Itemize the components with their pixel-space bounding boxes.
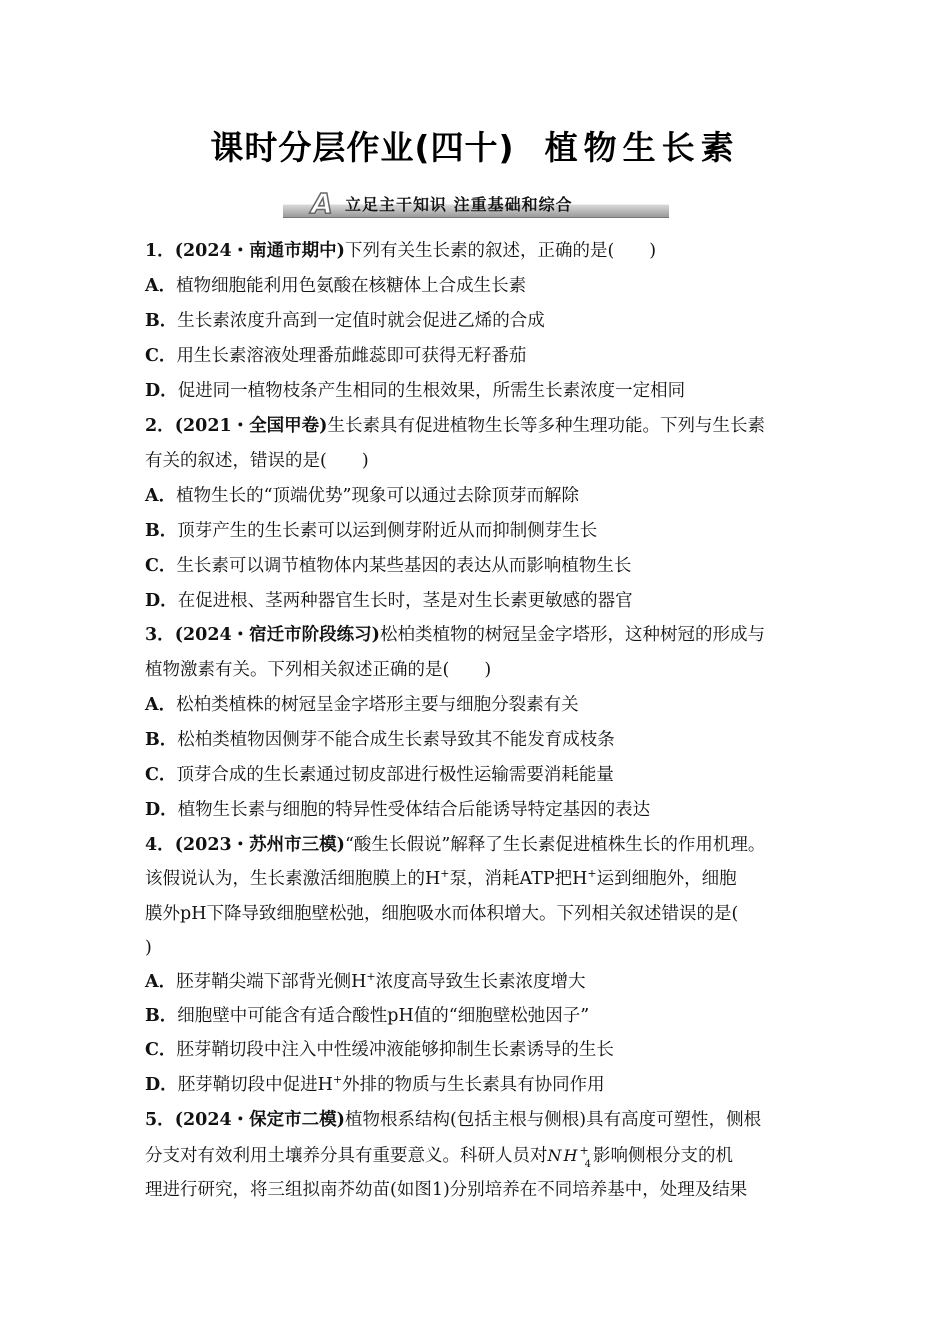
option-text: 生长素浓度升高到一定值时就会促进乙烯的合成 <box>177 311 545 331</box>
question-3 <box>145 618 825 653</box>
option-label: C． <box>145 346 177 366</box>
option-label: A． <box>145 695 177 715</box>
question-5 <box>145 1103 825 1138</box>
question-stem: 理进行研究，将三组拟南芥幼苗(如图1)分别培养在不同培养基中，处理及结果 <box>145 1180 748 1200</box>
q4-option-a <box>145 965 586 1000</box>
question-source: (2024・南通市期中) <box>174 241 345 261</box>
superscript-plus: + <box>332 1073 343 1086</box>
option-text: 浓度高导致生长素浓度增大 <box>375 972 586 992</box>
question-5-line-2 <box>145 1138 825 1176</box>
question-5-line-3 <box>145 1173 825 1208</box>
question-stem: ) <box>145 938 152 958</box>
page-title <box>0 122 950 169</box>
option-text: 在促进根、茎两种器官生长时，茎是对生长素更敏感的器官 <box>177 591 633 611</box>
option-text: 促进同一植物枝条产生相同的生根效果，所需生长素浓度一定相同 <box>177 381 686 401</box>
question-2-line-2 <box>145 444 825 479</box>
superscript-plus: + <box>366 970 376 983</box>
question-stem: 下列有关生长素的叙述，正确的是( ) <box>344 241 657 261</box>
q4-option-b <box>145 999 589 1034</box>
formula-subscript: 4 <box>584 1159 594 1170</box>
question-stem: 运到细胞外，细胞 <box>596 869 737 889</box>
question-3-line-2 <box>145 653 825 688</box>
question-4-line-3 <box>145 897 825 932</box>
option-label: D． <box>145 1075 178 1095</box>
question-stem: 分支对有效利用土壤养分具有重要意义。科研人员对 <box>145 1146 548 1166</box>
question-number: 3． <box>145 625 175 645</box>
superscript-plus: + <box>440 867 450 880</box>
option-label: C． <box>145 556 177 576</box>
question-stem: 膜外pH下降导致细胞壁松弛，细胞吸水而体积增大。下列相关叙述错误的是( <box>145 904 739 924</box>
formula-nh: NH <box>547 1146 580 1165</box>
q1-option-b <box>145 304 545 339</box>
question-source: (2021・全国甲卷) <box>174 416 328 436</box>
q3-option-b <box>145 723 615 758</box>
question-stem: “酸生长假说”解释了生长素促进植株生长的作用机理。 <box>344 835 766 855</box>
option-label: C． <box>145 1040 177 1060</box>
q2-option-d <box>145 584 633 619</box>
q3-option-d <box>145 793 650 828</box>
option-label: A． <box>145 972 177 992</box>
option-label: D． <box>145 381 178 401</box>
option-text: 用生长素溶液处理番茄雌蕊即可获得无籽番茄 <box>176 346 527 366</box>
question-1 <box>145 234 825 269</box>
question-number: 5． <box>145 1110 175 1130</box>
q4-option-d <box>145 1068 605 1103</box>
option-label: C． <box>145 765 177 785</box>
q4-option-c <box>145 1033 614 1068</box>
option-text: 细胞壁中可能含有适合酸性pH值的“细胞壁松弛因子” <box>177 1006 590 1026</box>
option-label: B． <box>145 730 178 750</box>
question-stem: 该假说认为，生长素激活细胞膜上的H <box>145 869 441 889</box>
option-text: 顶芽产生的生长素可以运到侧芽附近从而抑制侧芽生长 <box>177 521 598 541</box>
question-stem: 泵，消耗ATP把H <box>449 869 588 889</box>
section-a-badge-icon: A <box>311 187 333 220</box>
question-number: 2． <box>145 416 175 436</box>
option-text: 胚芽鞘切段中注入中性缓冲液能够抑制生长素诱导的生长 <box>176 1040 614 1060</box>
q1-option-d <box>145 374 685 409</box>
question-number: 1． <box>145 241 175 261</box>
question-stem: 植物激素有关。下列相关叙述正确的是( ) <box>145 660 492 680</box>
q3-option-c <box>145 758 614 793</box>
title-main: 课时分层作业(四十) <box>210 128 515 167</box>
q2-option-c <box>145 549 631 584</box>
formula-charge: + <box>579 1144 591 1157</box>
banner-text: 立足主干知识 注重基础和综合 <box>345 195 573 214</box>
option-text: 胚芽鞘尖端下部背光侧H <box>176 972 367 992</box>
question-source: (2024・宿迁市阶段练习) <box>174 625 380 645</box>
question-stem: 植物根系结构(包括主根与侧根)具有高度可塑性，侧根 <box>344 1110 762 1130</box>
option-label: B． <box>145 311 178 331</box>
question-4 <box>145 828 825 863</box>
question-stem: 影响侧根分支的机 <box>593 1146 734 1166</box>
q2-option-a <box>145 479 579 514</box>
option-text: 松柏类植物因侧芽不能合成生长素导致其不能发育成枝条 <box>177 730 615 750</box>
ammonium-formula <box>547 1144 594 1170</box>
question-stem: 松柏类植物的树冠呈金字塔形，这种树冠的形成与 <box>379 625 765 645</box>
question-stem: 生长素具有促进植物生长等多种生理功能。下列与生长素 <box>327 416 765 436</box>
option-label: D． <box>145 591 178 611</box>
superscript-plus: + <box>587 867 597 880</box>
section-banner <box>283 187 669 220</box>
title-topic: 植物生长素 <box>544 128 740 167</box>
option-label: B． <box>145 521 178 541</box>
option-text: 植物生长素与细胞的特异性受体结合后能诱导特定基因的表达 <box>177 800 651 820</box>
option-text: 胚芽鞘切段中促进H <box>177 1075 333 1095</box>
option-text: 顶芽合成的生长素通过韧皮部进行极性运输需要消耗能量 <box>176 765 614 785</box>
q1-option-c <box>145 339 526 374</box>
option-text: 生长素可以调节植物体内某些基因的表达从而影响植物生长 <box>176 556 632 576</box>
question-source: (2023・苏州市三模) <box>174 835 345 855</box>
question-4-line-2 <box>145 862 825 897</box>
q3-option-a <box>145 688 579 723</box>
q1-option-a <box>145 269 526 304</box>
option-label: B． <box>145 1006 178 1026</box>
option-text: 植物细胞能利用色氨酸在核糖体上合成生长素 <box>176 276 527 296</box>
option-label: A． <box>145 486 177 506</box>
option-label: A． <box>145 276 177 296</box>
option-label: D． <box>145 800 178 820</box>
option-text: 外排的物质与生长素具有协同作用 <box>342 1075 605 1095</box>
question-2 <box>145 409 825 444</box>
question-stem: 有关的叙述，错误的是( ) <box>145 451 369 471</box>
option-text: 松柏类植株的树冠呈金字塔形主要与细胞分裂素有关 <box>176 695 579 715</box>
question-source: (2024・保定市二模) <box>174 1110 345 1130</box>
question-number: 4． <box>145 835 175 855</box>
option-text: 植物生长的“顶端优势”现象可以通过去除顶芽而解除 <box>176 486 579 506</box>
q2-option-b <box>145 514 597 549</box>
question-4-line-4 <box>145 931 825 966</box>
